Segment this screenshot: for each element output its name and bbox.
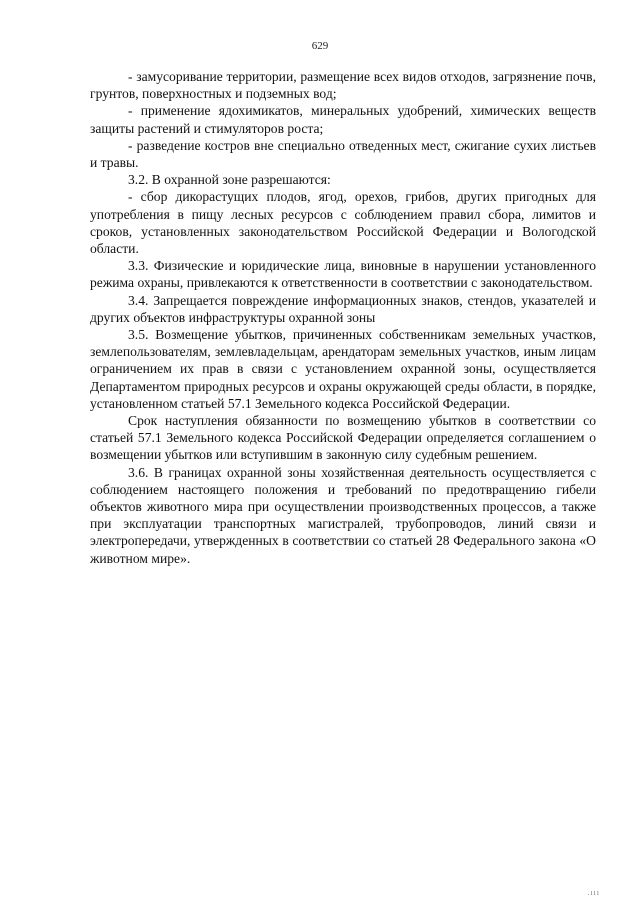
paragraph-permitted-gathering: - сбор дикорастущих плодов, ягод, орехов, грибов, других пригодных для употребления в пищу лесных ресурсов с соблюдением правил сбора, лимитов и сроков, установленных законодательством Российской Федерации и Вологодской области. <box>90 189 596 257</box>
paragraph-3-6-activity: 3.6. В границах охранной зоны хозяйственная деятельность осуществляется с соблюдением настоящего положения и требований по предотвращению гибели объектов животного мира при осуществлении производственных процессов, а также при эксплуатации транспортных магистралей, трубопроводов, линий связи и электропередачи, утвержденных в соответствии со статьей 28 Федерального закона «О животном мире». <box>90 464 596 566</box>
paragraph-prohibition-littering: - замусоривание территории, размещение всех видов отходов, загрязнение почв, грунтов, поверхностных и подземных вод; <box>90 69 596 102</box>
paragraph-prohibition-fires: - разведение костров вне специально отведенных мест, сжигание сухих листьев и травы. <box>90 137 596 171</box>
document-body <box>90 68 596 567</box>
scan-corner-mark: .ııı <box>587 888 600 897</box>
paragraph-compensation-deadline: Срок наступления обязанности по возмещению убытков в соответствии со статьей 57.1 Земельного кодекса Российской Федерации определяется соглашением о возмещении убытков или вступившим в законную силу судебным решением. <box>90 413 596 463</box>
paragraph-3-2-heading: 3.2. В охранной зоне разрешаются: <box>128 172 331 188</box>
paragraph-3-4-signs: 3.4. Запрещается повреждение информационных знаков, стендов, указателей и других объектов инфраструктуры охранной зоны <box>90 292 596 325</box>
page-number: 629 <box>311 40 329 52</box>
paragraph-3-3-liability: 3.3. Физические и юридические лица, виновные в нарушении установленного режима охраны, привлекаются к ответственности в соответствии с законодательством. <box>90 258 596 291</box>
paragraph-prohibition-chemicals: - применение ядохимикатов, минеральных удобрений, химических веществ защиты растений и стимуляторов роста; <box>90 103 596 136</box>
paragraph-3-5-compensation: 3.5. Возмещение убытков, причиненных собственникам земельных участков, землепользователям, землевладельцам, арендаторам земельных участков, иным лицам ограничением их прав в связи с установлением охранной зоны, осуществляется Департаментом природных ресурсов и охраны окружающей среды области, в порядке, установленном статьей 57.1 Земельного кодекса Российской Федерации. <box>90 327 596 411</box>
